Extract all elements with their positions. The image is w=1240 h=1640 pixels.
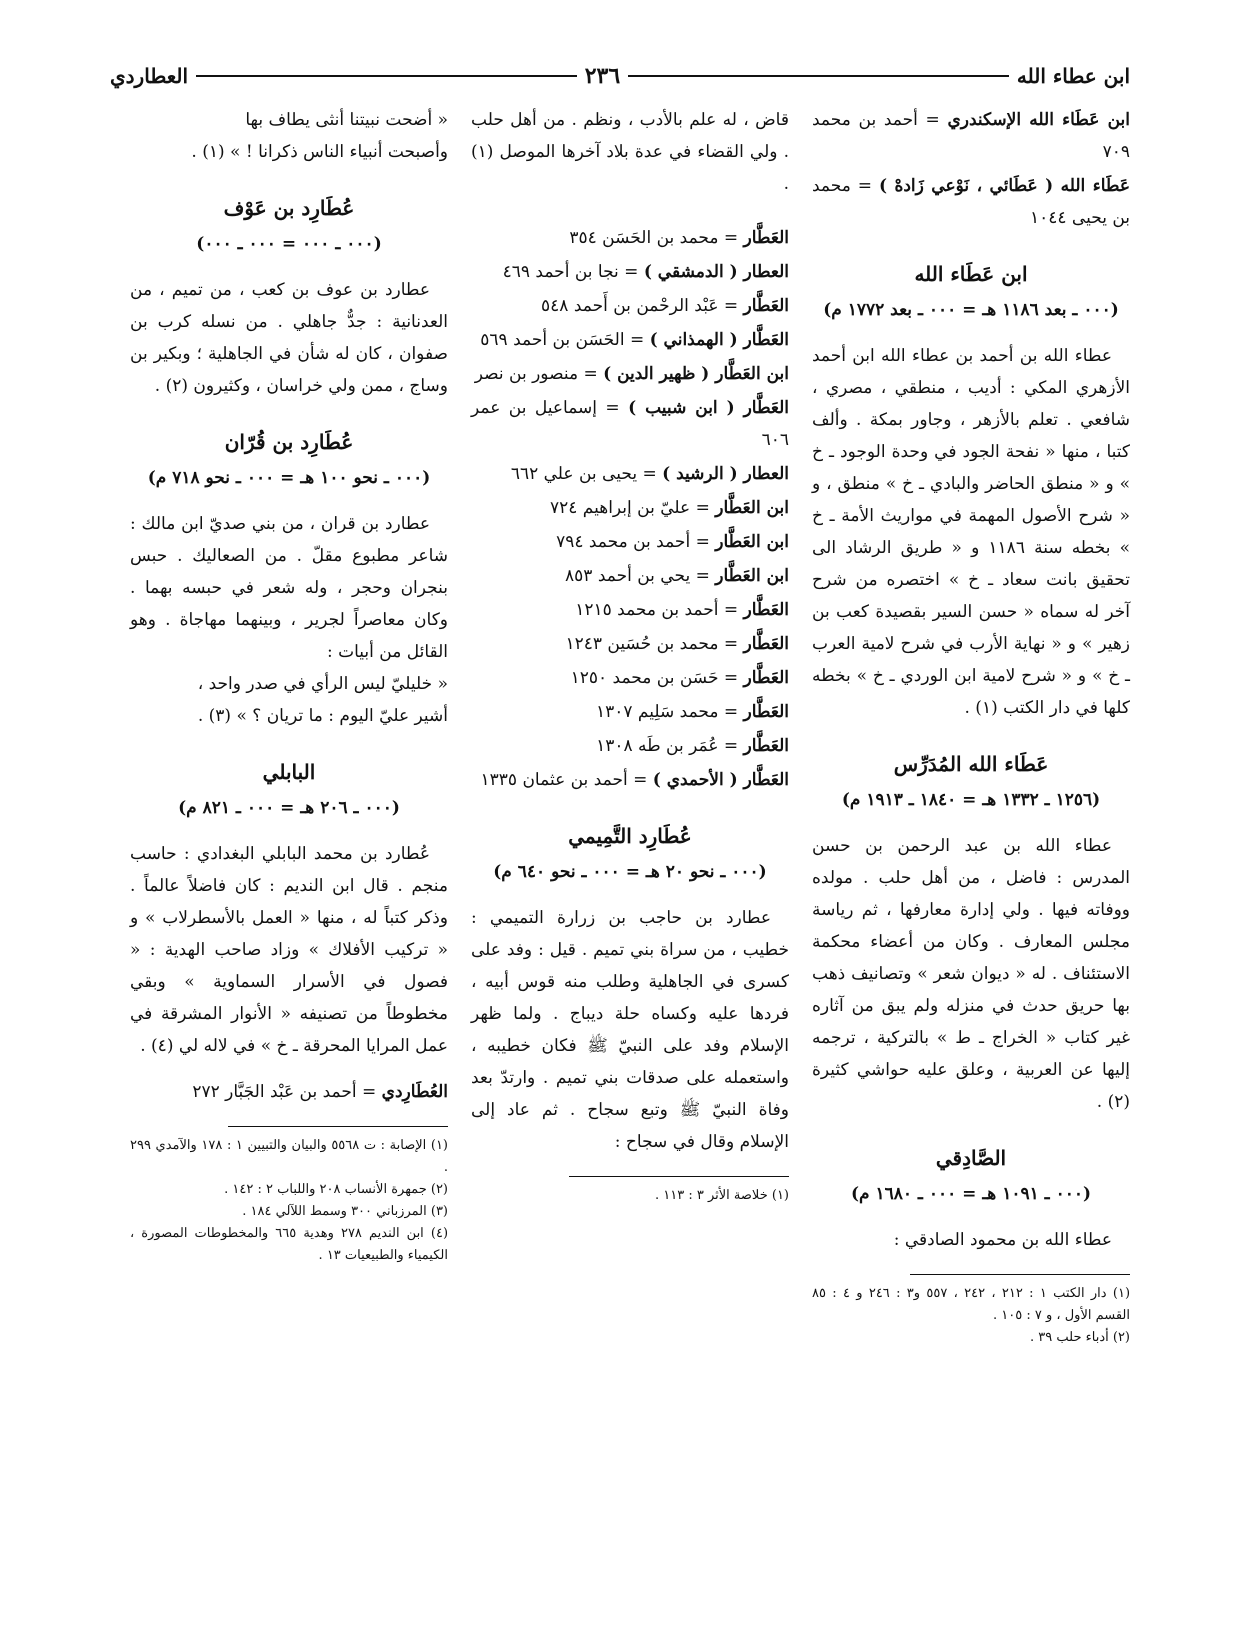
- entry-title: عُطَارِد بن عَوْف: [223, 196, 355, 220]
- footnote-rule: [569, 1176, 789, 1177]
- reference-head: العَطَّار: [743, 296, 789, 316]
- entry-text: عطارد بن قران ، من بني صديّ ابن مالك : شاعر مطبوع مقلّ . من الصعاليك . حبس بنجران وحجر ، وله شعر في حبسه بهما . وكان معاصراً لجرير ، وبينهما مهاجاة . وهو القائل من أبيات :: [130, 514, 448, 662]
- entry-body: [130, 508, 448, 668]
- entry-body: [812, 340, 1130, 724]
- reference-head: العَطَّار ( ابن شبيب ): [628, 398, 790, 418]
- entry-dates: (٠٠٠ ـ نحو ١٠٠ هـ = ٠٠٠ ـ نحو ٧١٨ م): [147, 468, 431, 488]
- entry-dates: (٠٠٠ ـ ٢٠٦ هـ = ٠٠٠ ـ ٨٢١ م): [178, 798, 400, 818]
- reference-head: ابن العَطَّار: [715, 566, 789, 586]
- footnote: (١) دار الكتب ١ : ٢١٢ ، ٢٤٢ ، ٥٥٧ و٣ : ٢٤٦ و ٤ : ٨٥ القسم الأول ، و ٧ : ١٠٥ .: [812, 1286, 1131, 1323]
- reference-head: العَطَّار ( الهمذاني ): [649, 330, 789, 350]
- reference-target: = أحمد بن محمد ١٢١٥: [575, 600, 739, 620]
- footnote: (١) خلاصة الأثر ٣ : ١١٣ .: [654, 1188, 789, 1203]
- cross-reference: [471, 290, 789, 322]
- footnote: (٤) ابن النديم ٢٧٨ وهدية ٦٦٥ والمخطوطات المصورة ، الكيمياء والطبيعيات ١٣ .: [130, 1226, 449, 1263]
- reference-target: = محمد بن حُسَين ١٢٤٣: [565, 634, 739, 654]
- reference-target: = أحمد بن محمد ٧٩٤: [556, 532, 710, 552]
- reference-target: = عُمَر بن طَه ١٣٠٨: [596, 736, 739, 756]
- reference-target: = محمد سَلِيم ١٣٠٧: [596, 702, 739, 722]
- reference-target: = حَسَن بن محمد ١٢٥٠: [570, 668, 739, 688]
- reference-target: = أحمد بن عَبْد الجَبَّار ٢٧٢: [192, 1082, 377, 1102]
- entry-text: عطارد بن عوف بن كعب ، من تميم ، من العدنانية : جدٌّ جاهلي . من نسله كرب بن صفوان ، كان له شأن في الجاهلية ؛ وبكير بن وساج ، ممن ولي خراسان ، وكثيرون (٢) .: [130, 280, 448, 396]
- entry-dates: (٠٠٠ ـ نحو ٢٠ هـ = ٠٠٠ ـ نحو ٦٤٠ م): [493, 862, 767, 882]
- entry-continuation: [471, 104, 789, 200]
- cross-reference-list: [471, 222, 789, 796]
- cross-reference: [812, 104, 1130, 168]
- entry-title: عُطَارِد التَّمِيمي: [568, 824, 692, 848]
- verse-line: « خليليّ ليس الرأي في صدر واحد ،: [197, 674, 448, 694]
- cross-reference: [471, 358, 789, 390]
- header-rule: [628, 75, 1009, 77]
- cross-reference: [471, 256, 789, 288]
- reference-head: ابن العَطَّار ( ظهير الدين ): [603, 364, 789, 384]
- reference-head: العَطَّار: [743, 736, 789, 756]
- entry-title: عُطَارِد بن قُرّان: [224, 430, 354, 454]
- reference-head: العطار ( الدمشقي ): [643, 262, 789, 282]
- verse-line: وأصبحت أنبياء الناس ذكرانا ! » (١) .: [191, 142, 448, 162]
- footnote-rule: [910, 1274, 1130, 1275]
- cross-reference: [471, 764, 789, 796]
- cross-reference: [471, 594, 789, 626]
- reference-target: = يحي بن أحمد ٨٥٣: [565, 566, 710, 586]
- entry-text: عطاء الله بن عبد الرحمن بن حسن المدرس : فاضل ، من أهل حلب . مولده ووفاته فيها . ولي إدارة معارفها ، ثم رياسة مجلس المعارف . وكان من أعضاء محكمة الاستئناف . له « ديوان شعر » وتصانيف ذهب بها حريق حدث في منزله ولم يبق من آثاره غير كتاب « الخراج ـ ط » بالتركية ، ترجمه إليها عن العربية ، وعلق عليه حواشي كثيرة (٢) .: [812, 836, 1130, 1112]
- reference-target: = عَبْد الرحْمن بن أَحمد ٥٤٨: [541, 296, 739, 316]
- column-right: [812, 104, 1130, 1349]
- entry-title: البابلي: [262, 760, 316, 784]
- cross-reference: [471, 324, 789, 356]
- reference-head: عَطَاء الله ( عَطَائي ، نَوْعي زَادهْ ): [878, 176, 1130, 196]
- reference-head: العَطَّار: [743, 600, 789, 620]
- footnote: (٢) أدباء حلب ٣٩ .: [1030, 1330, 1130, 1345]
- entry-dates: (٠٠٠ ـ بعد ١١٨٦ هـ = ٠٠٠ ـ بعد ١٧٧٢ م): [823, 300, 1119, 320]
- reference-target: = عليّ بن إبراهيم ٧٢٤: [549, 498, 710, 518]
- reference-head: ابن العَطَّار: [715, 498, 789, 518]
- spacer: [471, 200, 789, 222]
- cross-reference: [471, 628, 789, 660]
- spacer: [130, 1062, 448, 1076]
- entry-body: [130, 274, 448, 402]
- entry-text: عطاء الله بن أحمد بن عطاء الله ابن أحمد الأزهري المكي : أديب ، منطقي ، مصري ، شافعي . تعلم بالأزهر ، وجاور بمكة . وألف كتبا ، منها « نفحة الجود في وحدة الوجود ـ خ » و « منطق الحاضر والبادي ـ خ » منطق ، و « شرح الأصول المهمة في مواريث الأمة ـ خ » بخطه سنة ١١٨٦ و « طريق الرشاد الى تحقيق بانت سعاد ـ خ » اختصره من شرح آخر له سماه « حسن السير بقصيدة كعب بن زهير » و « نهاية الأرب في شرح لامية العرب ـ خ » و « شرح لامية ابن الوردي ـ خ » بخطه كلها في دار الكتب (١) .: [812, 346, 1130, 718]
- header-rule: [196, 75, 577, 77]
- entry-body: [812, 830, 1130, 1118]
- entry-title: الصَّادِقي: [935, 1146, 1007, 1170]
- reference-target: = يحيى بن علي ٦٦٢: [510, 464, 657, 484]
- cross-reference: [471, 222, 789, 254]
- page-number: ٢٣٦: [584, 63, 621, 89]
- reference-head: ابن عَطَاء الله الإسكندري: [947, 110, 1130, 130]
- verse-line: « أضحت نبيتنا أنثى يطاف بها: [245, 110, 448, 130]
- column-middle: [471, 104, 789, 1207]
- footnote: (٢) جمهرة الأنساب ٢٠٨ واللباب ٢ : ١٤٢ .: [224, 1182, 448, 1197]
- entry-dates: (٠٠٠ ـ ١٠٩١ هـ = ٠٠٠ ـ ١٦٨٠ م): [850, 1184, 1092, 1204]
- entry-title: عَطَاء الله المُدَرِّس: [893, 752, 1049, 776]
- cross-reference: [812, 170, 1130, 234]
- entry-text: قاض ، له علم بالأدب ، ونظم . من أهل حلب . ولي القضاء في عدة بلاد آخرها الموصل (١) .: [471, 110, 789, 194]
- entry-dates: (٠٠٠ ـ ٠٠٠ = ٠٠٠ ـ ٠٠٠): [196, 234, 382, 254]
- cross-reference: [471, 392, 789, 456]
- header-right-title: ابن عطاء الله: [1016, 64, 1130, 88]
- cross-reference: [471, 560, 789, 592]
- cross-reference: [471, 662, 789, 694]
- entry-body: [812, 1224, 1130, 1256]
- entry-title: ابن عَطَاء الله: [914, 262, 1028, 286]
- running-header: [110, 56, 1130, 96]
- reference-head: ابن العَطَّار: [715, 532, 789, 552]
- reference-target: = الحَسَن بن أحمد ٥٦٩: [480, 330, 645, 350]
- footnote: (١) الإصابة : ت ٥٥٦٨ والبيان والتبيين ١ : ١٧٨ والآمدي ٢٩٩ .: [130, 1138, 448, 1175]
- cross-reference: [471, 458, 789, 490]
- cross-reference: [471, 730, 789, 762]
- reference-head: العُطَارِدي: [381, 1082, 448, 1102]
- reference-head: العَطَّار: [743, 228, 789, 248]
- reference-target: = منصور بن نصر: [474, 364, 598, 384]
- reference-target: = إسماعيل بن عمر ٦٠٦: [471, 398, 789, 450]
- reference-head: العَطَّار: [743, 634, 789, 654]
- reference-head: العَطَّار: [743, 668, 789, 688]
- cross-reference: [130, 1076, 448, 1108]
- cross-reference: [471, 492, 789, 524]
- entry-body: [471, 902, 789, 1158]
- reference-target: = أحمد بن عثمان ١٣٣٥: [480, 770, 648, 790]
- reference-target: = محمد بن الحَسَن ٣٥٤: [569, 228, 739, 248]
- reference-target: = أحمد بن محمد ٧٠٩: [812, 110, 1130, 162]
- reference-head: العطار ( الرشيد ): [662, 464, 789, 484]
- entry-text: عُطارد بن محمد البابلي البغدادي : حاسب منجم . قال ابن النديم : كان فاضلاً عالماً . وذكر كتباً له ، منها « العمل بالأسطرلاب » و « تركيب الأفلاك » وزاد صاحب الهدية : « فصول في الأسرار السماوية » وبقي مخطوطاً من تصنيفه « الأنوار المشرقة في عمل المرايا المحرقة ـ خ » في لاله لي (٤) .: [130, 844, 448, 1056]
- footnote: (٣) المرزباني ٣٠٠ وسمط اللآلي ١٨٤ .: [242, 1204, 448, 1219]
- cross-reference: [471, 696, 789, 728]
- header-left-title: العطاردي: [110, 64, 189, 88]
- reference-head: العَطَّار: [743, 702, 789, 722]
- verse-line: أشير عليّ اليوم : ما تريان ؟ » (٣) .: [197, 706, 448, 726]
- reference-target: = نجا بن أحمد ٤٦٩: [502, 262, 639, 282]
- column-left: [130, 104, 448, 1267]
- entry-text: عطاء الله بن محمود الصادقي :: [893, 1230, 1112, 1250]
- cross-reference: [471, 526, 789, 558]
- reference-head: العَطَّار ( الأحمدي ): [652, 770, 789, 790]
- reference-target: = محمد بن يحيى ١٠٤٤: [812, 176, 1130, 228]
- footnote-rule: [228, 1126, 448, 1127]
- entry-dates: (١٢٥٦ ـ ١٣٣٢ هـ = ١٨٤٠ ـ ١٩١٣ م): [841, 790, 1101, 810]
- entry-text: عطارد بن حاجب بن زرارة التميمي : خطيب ، من سراة بني تميم . قيل : وفد على كسرى في الجاهلية وطلب منه قوس أبيه ، فردها عليه وكساه حلة ديباج . ولما ظهر الإسلام وفد على النبيّ ﷺ فكان خطيبه ، واستعمله على صدقات بني تميم . وارتدّ بعد وفاة النبيّ ﷺ وتبع سجاح . ثم عاد إلى الإسلام وقال في سجاح :: [471, 908, 789, 1152]
- entry-body: [130, 838, 448, 1062]
